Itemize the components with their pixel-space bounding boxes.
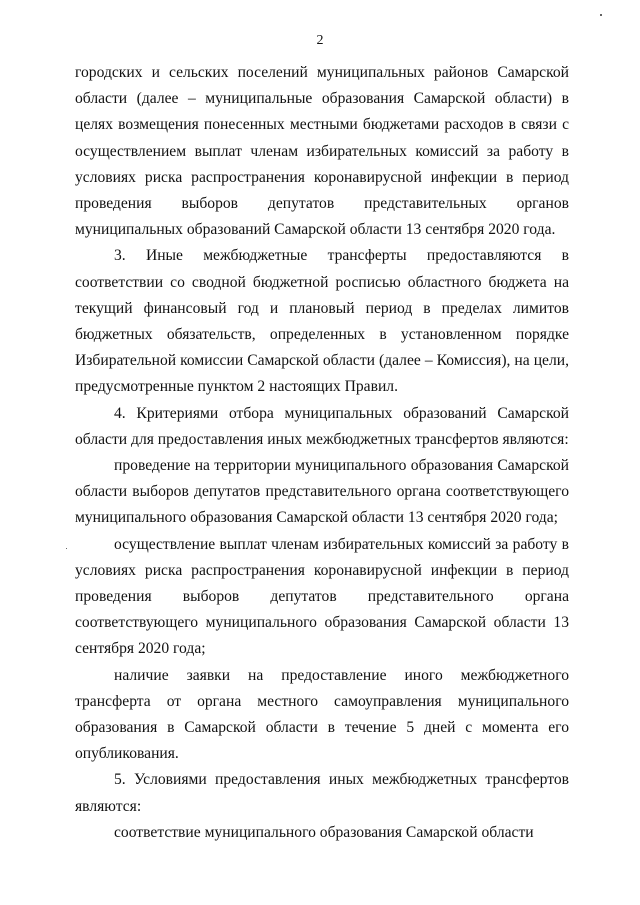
paragraph-item-4: 4. Критериями отбора муниципальных образований Самарской области для предоставления иных межбюджетных трансфертов являются:	[75, 404, 569, 448]
document-body	[75, 60, 569, 846]
paragraph-condition-1: соответствие муниципального образования Самарской области	[114, 823, 534, 841]
paragraph-criterion-3: наличие заявки на предоставление иного межбюджетного трансферта от органа местного самоуправления муниципального образования в Самарской области в течение 5 дней с момента его опубликования.	[75, 666, 569, 763]
paragraph-continuation: городских и сельских поселений муниципальных районов Самарской области (далее – муниципальные образования Самарской области) в целях возмещения понесенных местными бюджетами расходов в связи с осуществлением выплат членам избирательных комиссий за работу в условиях риска распространения коронавирусной инфекции в период проведения выборов депутатов представительных органов муниципальных образований Самарской области 13 сентября 2020 года.	[75, 64, 569, 239]
paragraph-item-5: 5. Условиями предоставления иных межбюджетных трансфертов являются:	[75, 771, 569, 815]
paragraph-item-3: 3. Иные межбюджетные трансферты предоставляются в соответствии со сводной бюджетной росписью областного бюджета на текущий финансовый год и плановый период в пределах лимитов бюджетных обязательств, определенных в установленном порядке Избирательной комиссии Самарской области (далее – Комиссия), на цели, предусмотренные пунктом 2 настоящих Правил.	[75, 247, 569, 396]
paragraph-criterion-1: проведение на территории муниципального образования Самарской области выборов депутатов представительного органа соответствующего муниципального образования Самарской области 13 сентября 2020 года;	[75, 457, 569, 527]
scan-speck	[66, 548, 67, 549]
scan-speck	[600, 14, 602, 16]
page-number: 2	[316, 33, 324, 48]
paragraph-criterion-2: осуществление выплат членам избирательных комиссий за работу в условиях риска распространения коронавирусной инфекции в период проведения выборов депутатов представительного органа соответствующего муниципального образования Самарской области 13 сентября 2020 года;	[75, 535, 569, 658]
